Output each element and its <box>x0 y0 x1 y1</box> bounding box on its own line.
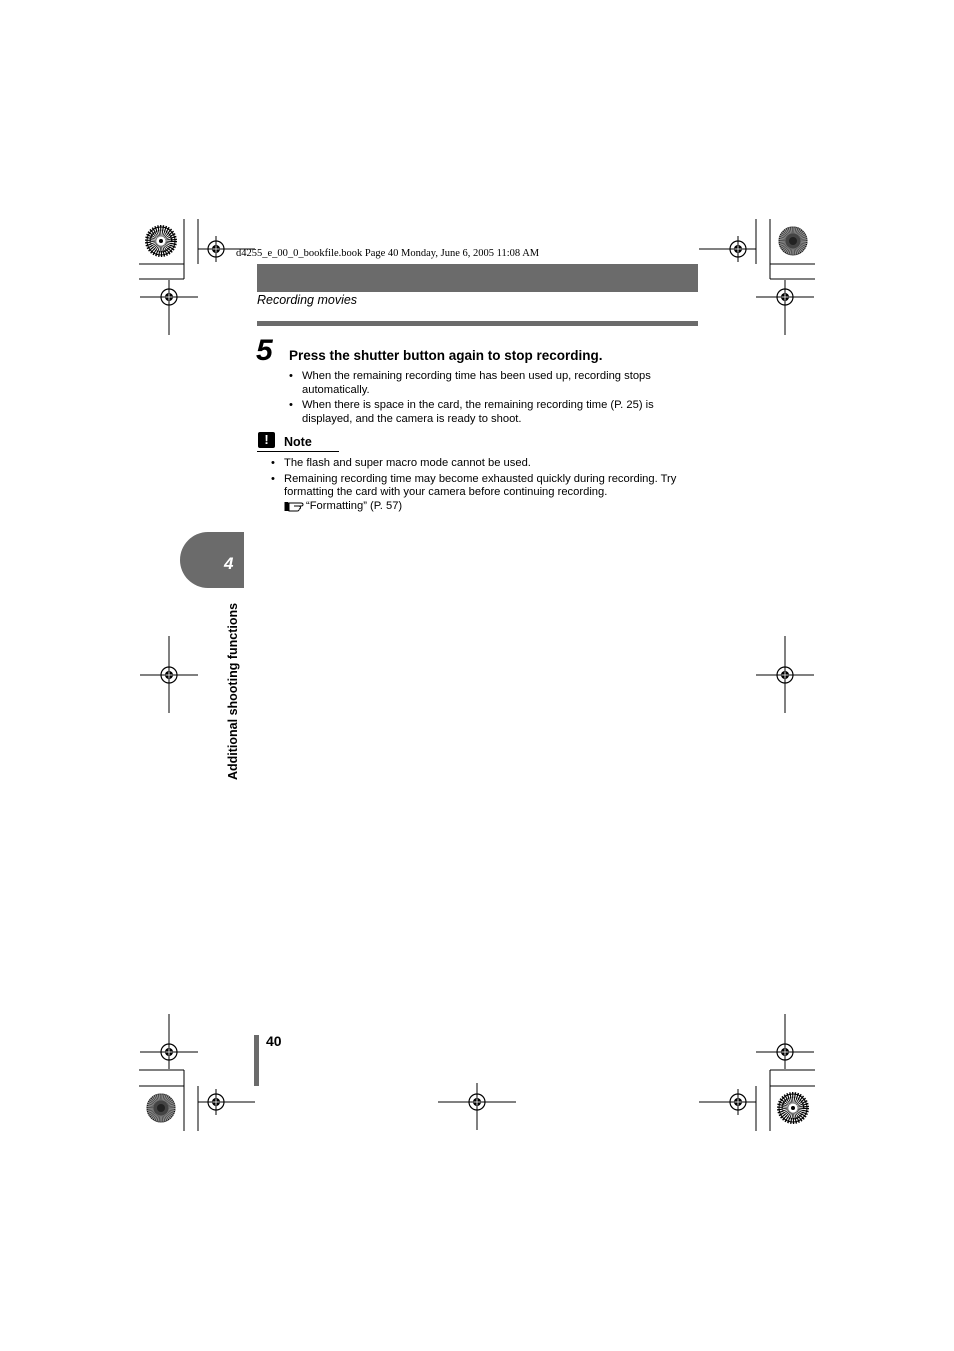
header-rule <box>257 321 698 326</box>
note-list <box>271 457 701 518</box>
header-bar <box>257 264 698 292</box>
chapter-title: Additional shooting functions <box>226 602 240 780</box>
list-item: • The flash and super macro mode cannot be used. <box>271 457 701 471</box>
reference-link <box>284 500 402 514</box>
note-icon: ! <box>258 432 275 448</box>
step-title: Press the shutter button again to stop recording. <box>289 348 603 363</box>
reference-text: “Formatting” (P. 57) <box>306 499 403 512</box>
list-item <box>271 473 701 517</box>
list-item: • When there is space in the card, the remaining recording time (P. 25) is displayed, and the camera is ready to shoot. <box>289 398 689 426</box>
page-number-bar <box>254 1035 259 1086</box>
pointing-hand-icon <box>284 501 304 512</box>
note-item-text: Remaining recording time may become exhausted quickly during recording. Try formatting the card with your camera before continuing recording. <box>284 472 677 498</box>
list-item: • When the remaining recording time has been used up, recording stops automatically. <box>289 369 689 397</box>
chapter-tab <box>180 532 244 588</box>
print-filename-line: d4255_e_00_0_bookfile.book Page 40 Monday, June 6, 2005 11:08 AM <box>236 248 540 259</box>
page-number: 40 <box>266 1033 282 1049</box>
note-divider <box>257 451 339 452</box>
note-label: Note <box>284 435 312 449</box>
section-title: Recording movies <box>257 293 358 307</box>
step-number: 5 <box>256 334 273 367</box>
chapter-number: 4 <box>224 554 234 573</box>
step-bullets <box>289 369 689 427</box>
